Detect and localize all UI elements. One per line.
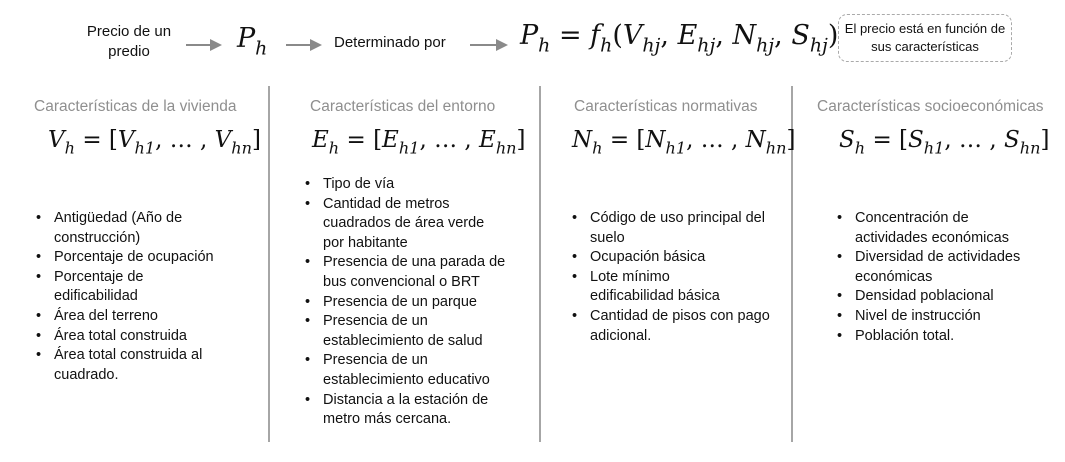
list-item: • Concentración de actividades económicas — [835, 209, 1025, 248]
list-item: • Área total construida al cuadrado. — [34, 346, 259, 385]
list-item: • Porcentaje de ocupación — [34, 248, 259, 268]
list-item: • Área del terreno — [34, 307, 259, 327]
list-item: • Diversidad de actividades económicas — [835, 248, 1055, 287]
formula-normativas: $N_h = [N_{h1}$, … , $N_{hn}$] — [572, 127, 796, 158]
arrow-1-icon — [186, 38, 222, 52]
list-item: • Porcentaje de edificabilidad — [34, 268, 194, 307]
list-item: • Cantidad de metros cuadrados de área verde por habitante — [303, 195, 498, 254]
formula-entorno: $E_h = [E_{h1}$, … , $E_{hn}$] — [312, 127, 526, 158]
divider-2 — [539, 86, 541, 442]
list-entorno — [303, 175, 518, 430]
predio-label: Precio de un predio — [86, 23, 172, 60]
list-item: • Densidad poblacional — [835, 287, 1050, 307]
column-title-normativas: Características normativas — [574, 98, 758, 115]
list-item: • Antigüedad (Año de construcción) — [34, 209, 259, 248]
column-title-socioeconomicas: Características socioeconómicas — [817, 98, 1044, 115]
price-function-formula: $P_h = f_h(V_{hj}$, $E_{hj}$, $N_{hj}$, $S_{hj}$) — [520, 20, 839, 57]
list-item: • Área total construida — [34, 327, 259, 347]
function-note-box: El precio está en función de sus características — [838, 14, 1012, 62]
list-item: • Tipo de vía — [303, 175, 518, 195]
list-item: • Cantidad de pisos con pago adicional. — [570, 307, 770, 346]
list-item: • Presencia de un parque — [303, 293, 518, 313]
list-socioeconomicas — [835, 209, 1050, 346]
arrow-3-icon — [470, 38, 508, 52]
list-item: • Nivel de instrucción — [835, 307, 1050, 327]
price-symbol: $P_h$ — [237, 23, 268, 60]
list-item: • Lote mínimo edificabilidad básica — [570, 268, 755, 307]
formula-socioeconomicas: $S_h = [S_{h1}$, … , $S_{hn}$] — [839, 127, 1050, 158]
list-item: • Código de uso principal del suelo — [570, 209, 770, 248]
list-item: • Presencia de una parada de bus convencional o BRT — [303, 253, 518, 292]
list-vivienda — [34, 209, 259, 385]
list-item: • Presencia de un establecimiento de salud — [303, 312, 518, 351]
formula-vivienda: $V_h = [V_{h1}$, … , $V_{hn}$] — [48, 127, 262, 158]
divider-1 — [268, 86, 270, 442]
column-title-vivienda: Características de la vivienda — [34, 98, 237, 115]
list-item: • Presencia de un establecimiento educativo — [303, 351, 518, 390]
arrow-2-icon — [286, 38, 322, 52]
list-item: • Distancia a la estación de metro más cercana. — [303, 391, 518, 430]
list-item: • Ocupación básica — [570, 248, 770, 268]
list-normativas — [570, 209, 770, 346]
determined-by-label: Determinado por — [334, 34, 446, 51]
column-title-entorno: Características del entorno — [310, 98, 496, 115]
list-item: • Población total. — [835, 327, 1050, 347]
